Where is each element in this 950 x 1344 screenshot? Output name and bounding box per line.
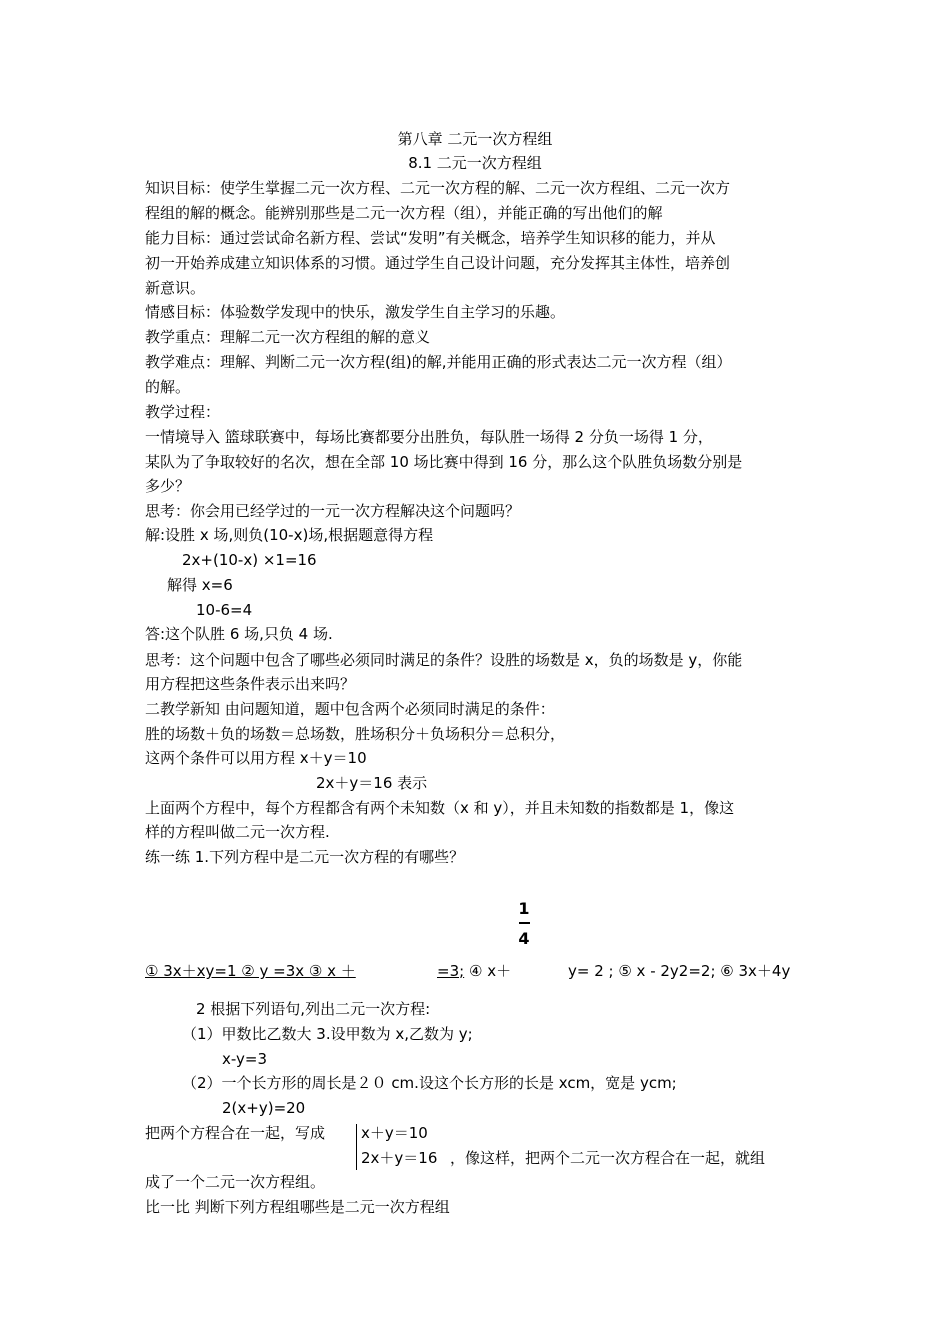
solution-setup: 解:设胜 x 场,则负(10-x)场,根据题意得方程 xyxy=(145,526,434,544)
ability-goal-line-3: 新意识。 xyxy=(145,279,206,297)
process-heading: 教学过程： xyxy=(145,403,221,421)
intro-line-2: 某队为了争取较好的名次，想在全部 10 场比赛中得到 16 分，那么这个队胜负场数分别是 xyxy=(145,453,743,471)
solution-equation: 2x+(10-x) ×1=16 xyxy=(182,551,317,569)
compare-question: 比一比 判断下列方程组哪些是二元一次方程组 xyxy=(145,1198,450,1216)
equation-options-part-3: ④ x＋ xyxy=(469,962,512,980)
solution-loss: 10-6=4 xyxy=(196,601,253,619)
chapter-title: 第八章 二元一次方程组 xyxy=(397,130,553,148)
new-knowledge-line-4: 2x＋y＝16 表示 xyxy=(316,774,428,792)
definition-line-2: 样的方程叫做二元一次方程. xyxy=(145,823,330,841)
ability-goal-line-2: 初一开始养成建立知识体系的习惯。通过学生自己设计问题，充分发挥其主体性，培养创 xyxy=(145,254,731,272)
difficulty-line-2: 的解。 xyxy=(145,378,191,396)
think-question-2-line-2: 用方程把这些条件表示出来吗？ xyxy=(145,675,356,693)
practice-question-2: 2 根据下列语句,列出二元一次方程: xyxy=(196,1000,431,1018)
intro-line-3: 多少？ xyxy=(145,477,191,495)
system-equation-1: x＋y＝10 xyxy=(361,1124,428,1142)
new-knowledge-line-1: 二教学新知 由问题知道，题中包含两个必须同时满足的条件： xyxy=(145,700,555,718)
knowledge-goal-line-2: 程组的解的概念。能辨别那些是二元一次方程（组），并能正确的写出他们的解 xyxy=(145,204,663,222)
fraction-denominator: 4 xyxy=(518,929,530,948)
answer-line: 答:这个队胜 6 场,只负 4 场. xyxy=(145,625,333,643)
key-point: 教学重点：理解二元一次方程组的解的意义 xyxy=(145,328,431,346)
equation-system-brace xyxy=(356,1124,360,1170)
combine-text-1: 把两个方程合在一起，写成 xyxy=(145,1124,326,1142)
ability-goal-line-1: 能力目标：通过尝试命名新方程、尝试“发明”有关概念，培养学生知识移的能力，并从 xyxy=(145,229,716,247)
equation-options-part-4: y= 2 ; ⑤ x - 2y2=2; ⑥ 3x＋4y xyxy=(568,962,791,980)
intro-line-1: 一情境导入 篮球联赛中，每场比赛都要分出胜负，每队胜一场得 2 分负一场得 1 分， xyxy=(145,428,713,446)
section-title: 8.1 二元一次方程组 xyxy=(408,154,542,172)
equation-options-part-2: =3; xyxy=(437,962,465,980)
fraction-numerator: 1 xyxy=(518,899,530,918)
solution-result: 解得 x=6 xyxy=(167,576,233,594)
system-equation-2: 2x＋y＝16 xyxy=(361,1149,438,1167)
knowledge-goal-line-1: 知识目标：使学生掌握二元一次方程、二元一次方程的解、二元一次方程组、二元一次方 xyxy=(145,179,731,197)
practice-question-1: 练一练 1.下列方程中是二元一次方程的有哪些？ xyxy=(145,848,465,866)
fraction-one-quarter xyxy=(512,898,536,950)
new-knowledge-line-2: 胜的场数＋负的场数＝总场数，胜场积分＋负场积分＝总积分， xyxy=(145,725,566,743)
fraction-bar xyxy=(519,922,530,924)
question-2-part-2: （2）一个长方形的周长是２０ cm.设这个长方形的长是 xcm，宽是 ycm; xyxy=(182,1074,677,1092)
question-2-part-1: （1）甲数比乙数大 3.设甲数为 x,乙数为 y; xyxy=(182,1025,473,1043)
new-knowledge-line-3: 这两个条件可以用方程 x＋y＝10 xyxy=(145,749,367,767)
think-question-2-line-1: 思考：这个问题中包含了哪些必须同时满足的条件？设胜的场数是 x，负的场数是 y，你能 xyxy=(145,651,743,669)
emotion-goal: 情感目标：体验数学发现中的快乐，激发学生自主学习的乐趣。 xyxy=(145,303,566,321)
combine-text-2: ，像这样，把两个二元一次方程合在一起，就组 xyxy=(450,1149,766,1167)
think-question-1: 思考：你会用已经学过的一元一次方程解决这个问题吗？ xyxy=(145,502,521,520)
question-2-part-2-answer: 2(x+y)=20 xyxy=(222,1099,306,1117)
difficulty-line-1: 教学难点：理解、判断二元一次方程(组)的解,并能用正确的形式表达二元一次方程（组） xyxy=(145,353,732,371)
definition-line-1: 上面两个方程中，每个方程都含有两个未知数（x 和 y），并且未知数的指数都是 1，像这 xyxy=(145,799,735,817)
combine-text-3: 成了一个二元一次方程组。 xyxy=(145,1173,326,1191)
question-2-part-1-answer: x-y=3 xyxy=(222,1050,268,1068)
equation-options-part-1: ① 3x＋xy=1 ② y =3x ③ x ＋ xyxy=(145,962,356,980)
